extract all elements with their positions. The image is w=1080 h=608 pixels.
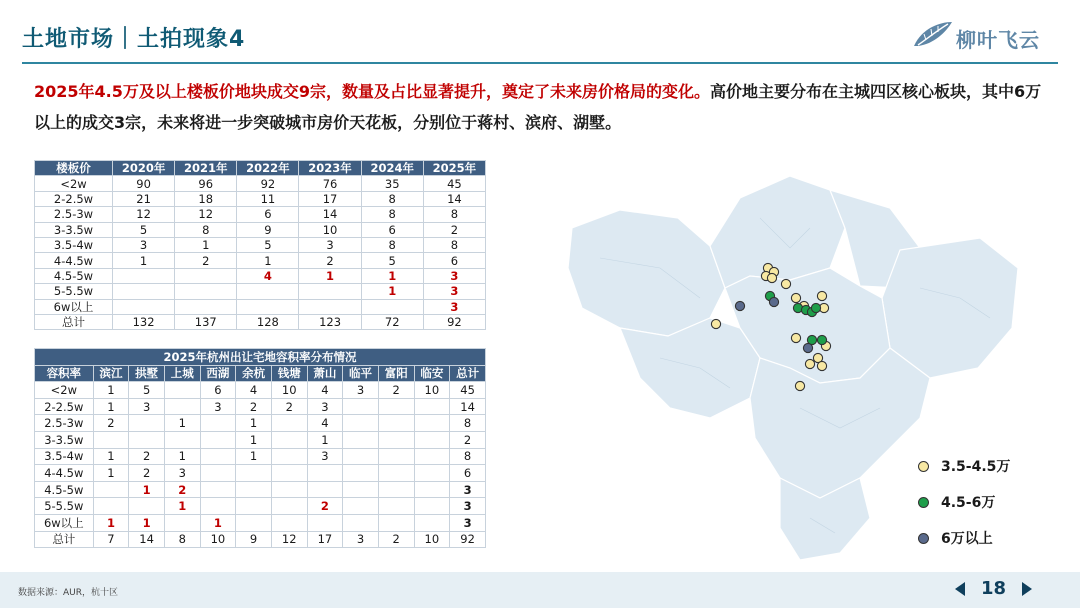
table-cell: 1 [93, 398, 129, 415]
table-row [35, 398, 486, 415]
land-parcel-marker [791, 293, 800, 302]
table-cell [200, 465, 236, 482]
table-cell: 12 [271, 531, 307, 548]
table-cell: 96 [175, 176, 237, 191]
table-cell: 137 [175, 314, 237, 329]
legend-dot-icon [918, 461, 929, 472]
table-cell [343, 431, 379, 448]
table-cell: 6 [361, 222, 423, 237]
table-row [35, 253, 486, 268]
table-cell: 3 [423, 268, 485, 283]
table-cell: 4 [236, 382, 272, 399]
table-cell: 1 [93, 382, 129, 399]
row-label: <2w [35, 382, 94, 399]
table-row [35, 481, 486, 498]
legend-item [918, 456, 1010, 476]
column-header: 2021年 [175, 161, 237, 176]
table-row [35, 299, 486, 314]
table-cell: 1 [236, 415, 272, 432]
table-row [35, 207, 486, 222]
table-cell: 1 [175, 237, 237, 252]
table-cell: 3 [299, 237, 361, 252]
table-cell: 8 [450, 448, 486, 465]
table-cell [236, 465, 272, 482]
row-label: 总计 [35, 314, 113, 329]
table-cell: 3 [450, 498, 486, 515]
land-parcel-marker [711, 319, 720, 328]
column-header: 上城 [164, 365, 200, 382]
table-cell: 45 [423, 176, 485, 191]
table-row [35, 531, 486, 548]
table-caption: 2025年杭州出让宅地容积率分布情况 [35, 349, 486, 366]
land-parcel-marker [805, 359, 814, 368]
row-label: 2.5-3w [35, 415, 94, 432]
table-cell: 1 [164, 498, 200, 515]
land-parcel-marker [811, 303, 820, 312]
table-cell: 1 [361, 284, 423, 299]
table-cell [236, 514, 272, 531]
table-cell: 2 [129, 465, 165, 482]
row-label: 6w以上 [35, 514, 94, 531]
table-cell: 8 [423, 237, 485, 252]
table-cell [200, 498, 236, 515]
column-header: 容积率 [35, 365, 94, 382]
table-header-row [35, 161, 486, 176]
legend-dot-icon [918, 533, 929, 544]
table-cell [378, 448, 414, 465]
table-cell [343, 498, 379, 515]
table-cell: 92 [450, 531, 486, 548]
page-number: 18 [980, 578, 1006, 599]
table-cell: 2 [175, 253, 237, 268]
table-cell [307, 465, 343, 482]
table-cell: 1 [236, 431, 272, 448]
table-cell [271, 465, 307, 482]
table-cell [378, 514, 414, 531]
row-label: <2w [35, 176, 113, 191]
table-cell [299, 284, 361, 299]
table-cell: 10 [200, 531, 236, 548]
row-label: 6w以上 [35, 299, 113, 314]
table-cell [414, 431, 450, 448]
table-cell: 3 [343, 382, 379, 399]
table-cell: 8 [175, 222, 237, 237]
table-cell [175, 268, 237, 283]
table-cell: 5 [129, 382, 165, 399]
table-cell: 5 [237, 237, 299, 252]
column-header: 总计 [450, 365, 486, 382]
land-parcel-marker [817, 361, 826, 370]
data-source: 数据来源：AUR，杭十区 [18, 588, 118, 598]
table-cell [93, 498, 129, 515]
table-cell [343, 514, 379, 531]
table-cell: 7 [93, 531, 129, 548]
table-row [35, 448, 486, 465]
table-cell: 2 [307, 498, 343, 515]
table-cell [307, 481, 343, 498]
table-cell [200, 448, 236, 465]
table-cell: 8 [361, 191, 423, 206]
column-header: 萧山 [307, 365, 343, 382]
column-header: 临安 [414, 365, 450, 382]
table-cell [378, 415, 414, 432]
headline-highlight: 2025年4.5万及以上楼板价地块成交9宗，数量及占比显著提升，奠定了未来房价格局的变化。 [34, 82, 711, 101]
table-cell [414, 514, 450, 531]
table-cell [164, 514, 200, 531]
table-cell: 2 [236, 398, 272, 415]
table-cell: 17 [307, 531, 343, 548]
table-cell: 6 [237, 207, 299, 222]
table-cell: 3 [200, 398, 236, 415]
table-cell: 1 [164, 415, 200, 432]
table-cell [343, 415, 379, 432]
land-parcel-marker [735, 301, 744, 310]
column-header: 楼板价 [35, 161, 113, 176]
table-cell: 14 [129, 531, 165, 548]
row-label: 4.5-5w [35, 481, 94, 498]
table-cell [378, 465, 414, 482]
row-label: 5-5.5w [35, 284, 113, 299]
column-header: 2023年 [299, 161, 361, 176]
table-cell [378, 398, 414, 415]
row-label: 4-4.5w [35, 465, 94, 482]
row-label: 3-3.5w [35, 431, 94, 448]
table-cell: 8 [423, 207, 485, 222]
table-cell [361, 299, 423, 314]
land-parcel-marker [795, 381, 804, 390]
table-cell: 14 [299, 207, 361, 222]
table-cell: 4 [237, 268, 299, 283]
row-label: 5-5.5w [35, 498, 94, 515]
table-cell [175, 299, 237, 314]
table-cell [414, 481, 450, 498]
table-cell [271, 498, 307, 515]
table-cell: 14 [450, 398, 486, 415]
row-label: 2-2.5w [35, 398, 94, 415]
legend-item [918, 528, 993, 548]
table-cell: 2 [378, 382, 414, 399]
leaf-logo-icon [912, 18, 954, 52]
table-cell [236, 498, 272, 515]
table-cell: 8 [450, 415, 486, 432]
row-label: 2.5-3w [35, 207, 113, 222]
table-cell: 1 [299, 268, 361, 283]
column-header: 富阳 [378, 365, 414, 382]
table-cell [164, 382, 200, 399]
table-cell: 3 [450, 514, 486, 531]
prev-page-icon[interactable] [955, 582, 965, 596]
title-divider [22, 62, 1058, 64]
table-cell [343, 398, 379, 415]
table-cell: 132 [113, 314, 175, 329]
pager [955, 578, 1032, 599]
land-parcel-marker [817, 291, 826, 300]
table-row [35, 314, 486, 329]
table-cell: 17 [299, 191, 361, 206]
table-cell: 10 [299, 222, 361, 237]
table-cell [113, 268, 175, 283]
table-cell [175, 284, 237, 299]
table-cell: 14 [423, 191, 485, 206]
column-header: 滨江 [93, 365, 129, 382]
table-cell [200, 415, 236, 432]
table-cell: 3 [423, 299, 485, 314]
table-cell: 12 [113, 207, 175, 222]
table-cell: 8 [164, 531, 200, 548]
table-cell [129, 431, 165, 448]
column-header: 2022年 [237, 161, 299, 176]
table-cell [271, 448, 307, 465]
table-cell: 2 [271, 398, 307, 415]
table-row [35, 237, 486, 252]
land-parcel-marker [803, 343, 812, 352]
column-header: 临平 [343, 365, 379, 382]
next-page-icon[interactable] [1022, 582, 1032, 596]
table-cell [237, 299, 299, 314]
plot-ratio-table [34, 348, 486, 548]
table-cell [299, 299, 361, 314]
table-row [35, 176, 486, 191]
row-label: 2-2.5w [35, 191, 113, 206]
row-label: 4.5-5w [35, 268, 113, 283]
table-cell: 10 [414, 382, 450, 399]
table-cell: 1 [237, 253, 299, 268]
table-cell: 8 [361, 207, 423, 222]
table-row [35, 382, 486, 399]
table-cell: 76 [299, 176, 361, 191]
table-cell [271, 415, 307, 432]
legend-item [918, 492, 995, 512]
land-parcel-marker [767, 273, 776, 282]
table-cell: 6 [200, 382, 236, 399]
table-cell: 3 [307, 448, 343, 465]
table-cell [164, 398, 200, 415]
table-cell: 2 [450, 431, 486, 448]
table-cell: 3 [113, 237, 175, 252]
land-parcel-marker [817, 335, 826, 344]
legend-label: 6万以上 [941, 531, 993, 547]
table-cell [343, 448, 379, 465]
table-cell: 3 [450, 481, 486, 498]
column-header: 钱塘 [271, 365, 307, 382]
table-cell: 6 [450, 465, 486, 482]
table-cell: 18 [175, 191, 237, 206]
table-cell [414, 415, 450, 432]
table-cell: 4 [307, 382, 343, 399]
legend-label: 3.5-4.5万 [941, 459, 1011, 475]
table-cell: 9 [237, 222, 299, 237]
table-cell [378, 498, 414, 515]
table-cell [236, 481, 272, 498]
table-row [35, 415, 486, 432]
table-cell: 3 [423, 284, 485, 299]
row-label: 总计 [35, 531, 94, 548]
table-cell: 3 [343, 531, 379, 548]
table-cell [93, 431, 129, 448]
table-cell [343, 481, 379, 498]
table-cell: 45 [450, 382, 486, 399]
logo-text: 柳叶飞云 [956, 28, 1040, 52]
table-cell [414, 498, 450, 515]
row-label: 3.5-4w [35, 448, 94, 465]
map-region-west [568, 210, 725, 336]
table-cell [414, 398, 450, 415]
table-cell [378, 431, 414, 448]
table-cell [271, 481, 307, 498]
land-parcel-marker [769, 297, 778, 306]
table-cell: 1 [361, 268, 423, 283]
table-cell: 1 [164, 448, 200, 465]
table-cell: 5 [361, 253, 423, 268]
table-cell: 128 [237, 314, 299, 329]
table-cell [200, 431, 236, 448]
table-cell [237, 284, 299, 299]
table-cell [113, 284, 175, 299]
table-cell: 8 [361, 237, 423, 252]
column-header: 拱墅 [129, 365, 165, 382]
table-cell: 1 [129, 481, 165, 498]
column-header: 2020年 [113, 161, 175, 176]
table-cell: 12 [175, 207, 237, 222]
table-cell: 5 [113, 222, 175, 237]
price-distribution-table [34, 160, 486, 330]
legend-dot-icon [918, 497, 929, 508]
legend-label: 4.5-6万 [941, 495, 996, 511]
table-row [35, 431, 486, 448]
table-cell [93, 481, 129, 498]
table-cell: 11 [237, 191, 299, 206]
table-cell: 1 [113, 253, 175, 268]
table-cell: 9 [236, 531, 272, 548]
headline [34, 76, 1054, 138]
table-cell: 10 [414, 531, 450, 548]
row-label: 4-4.5w [35, 253, 113, 268]
table-caption-row [35, 349, 486, 366]
table-cell: 2 [423, 222, 485, 237]
column-header: 余杭 [236, 365, 272, 382]
table-cell: 1 [93, 448, 129, 465]
table-cell: 2 [378, 531, 414, 548]
table-cell: 72 [361, 314, 423, 329]
logo [912, 18, 1052, 54]
table-cell: 35 [361, 176, 423, 191]
table-cell: 21 [113, 191, 175, 206]
table-cell: 3 [129, 398, 165, 415]
table-cell: 10 [271, 382, 307, 399]
page-title: 土地市场｜土拍现象4 [22, 27, 246, 52]
row-label: 3-3.5w [35, 222, 113, 237]
table-row [35, 284, 486, 299]
table-cell: 2 [129, 448, 165, 465]
table-cell: 3 [164, 465, 200, 482]
table-cell: 92 [237, 176, 299, 191]
table-cell [271, 431, 307, 448]
table-cell: 2 [299, 253, 361, 268]
table-cell: 1 [236, 448, 272, 465]
row-label: 3.5-4w [35, 237, 113, 252]
table-cell [164, 431, 200, 448]
column-header: 西湖 [200, 365, 236, 382]
table-cell [307, 514, 343, 531]
table-cell: 1 [200, 514, 236, 531]
column-header: 2025年 [423, 161, 485, 176]
table-row [35, 222, 486, 237]
footer [0, 572, 1080, 608]
table-cell: 1 [93, 514, 129, 531]
table-row [35, 268, 486, 283]
table-cell [378, 481, 414, 498]
table-cell [200, 481, 236, 498]
headline-rest: 高价地主要分布在主城四区核心板块，其中6万以上的成交3宗，未来将进一步突破城市房价天花板，分别位于蒋村、滨府、湖墅。 [34, 82, 1042, 132]
table-cell: 123 [299, 314, 361, 329]
table-cell [113, 299, 175, 314]
table-cell [414, 448, 450, 465]
table-cell [271, 514, 307, 531]
land-parcel-marker [781, 279, 790, 288]
table-cell [129, 498, 165, 515]
map-region-southwest [620, 318, 760, 418]
table-cell [414, 465, 450, 482]
table-cell: 2 [93, 415, 129, 432]
table-row [35, 191, 486, 206]
table-cell: 6 [423, 253, 485, 268]
table-cell: 2 [164, 481, 200, 498]
table-header-row [35, 365, 486, 382]
table-row [35, 514, 486, 531]
table-cell [343, 465, 379, 482]
table-cell: 1 [93, 465, 129, 482]
table-row [35, 498, 486, 515]
table-cell [129, 415, 165, 432]
table-cell: 92 [423, 314, 485, 329]
table-cell: 1 [129, 514, 165, 531]
land-parcel-marker [791, 333, 800, 342]
column-header: 2024年 [361, 161, 423, 176]
table-row [35, 465, 486, 482]
table-cell: 4 [307, 415, 343, 432]
table-cell: 3 [307, 398, 343, 415]
table-cell: 90 [113, 176, 175, 191]
table-cell: 1 [307, 431, 343, 448]
